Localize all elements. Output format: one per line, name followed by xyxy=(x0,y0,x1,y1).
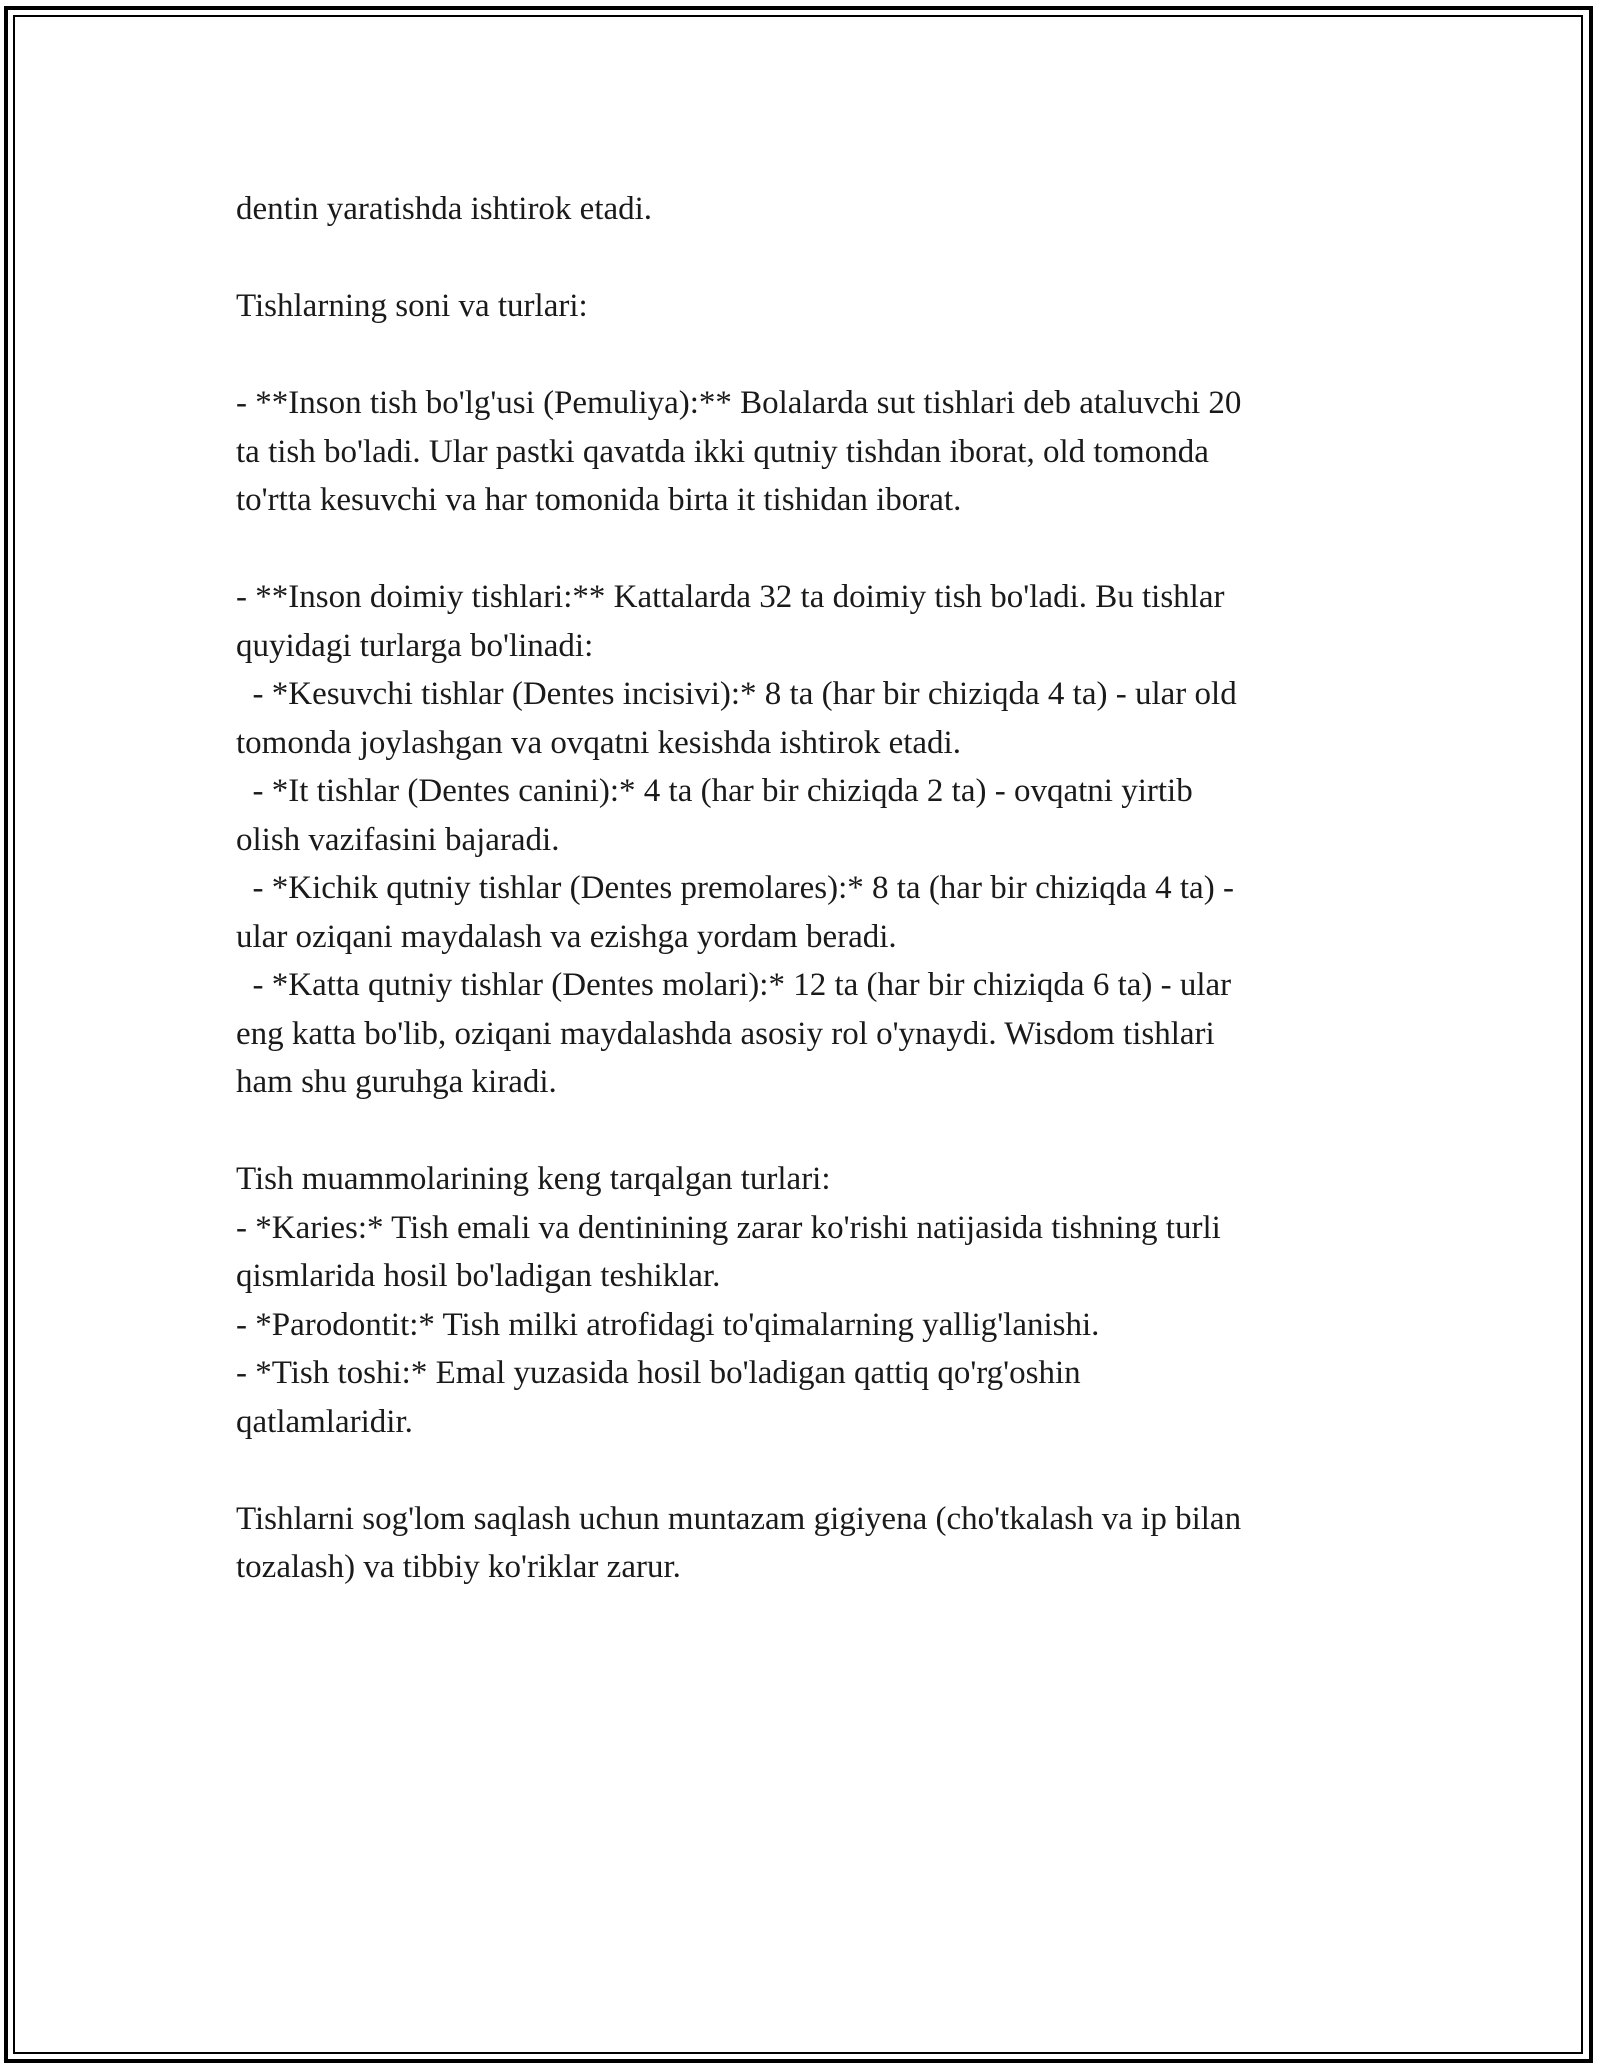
text-line: qatlamlaridir. xyxy=(236,1403,413,1440)
text-line: tomonda joylashgan va ovqatni kesishda ishtirok etadi. xyxy=(236,724,961,761)
text-line: - *Kesuvchi tishlar (Dentes incisivi):* 8 ta (har bir chiziqda 4 ta) - ular old xyxy=(236,676,1237,712)
blank-line xyxy=(236,1107,1396,1156)
text-line: eng katta bo'lib, oziqani maydalashda asosiy rol o'ynaydi. Wisdom tishlari xyxy=(236,1015,1215,1052)
text-line: - **Inson tish bo'lg'usi (Pemuliya):** Bolalarda sut tishlari deb ataluvchi 20 xyxy=(236,385,1242,421)
document-body xyxy=(236,185,1396,1592)
blank-line xyxy=(236,234,1396,283)
text-line: tozalash) va tibbiy ko'riklar zarur. xyxy=(236,1549,681,1585)
text-line: - *Katta qutniy tishlar (Dentes molari):* 12 ta (har bir chiziqda 6 ta) - ular xyxy=(236,967,1232,1003)
text-line: to'rtta kesuvchi va har tomonida birta it tishidan iborat. xyxy=(236,482,962,518)
text-line: qismlarida hosil bo'ladigan teshiklar. xyxy=(236,1258,721,1294)
text-line: - *Kichik qutniy tishlar (Dentes premolares):* 8 ta (har bir chiziqda 4 ta) - xyxy=(236,870,1234,906)
text-line: Tishlarni sog'lom saqlash uchun muntazam gigiyena (cho'tkalash va ip bilan xyxy=(236,1500,1242,1537)
text-line: dentin yaratishda ishtirok etadi. xyxy=(236,191,653,227)
text-line: - *Karies:* Tish emali va dentinining zarar ko'rishi natijasida tishning turli xyxy=(236,1209,1221,1246)
text-line: ta tish bo'ladi. Ular pastki qavatda ikki qutniy tishdan iborat, old tomonda xyxy=(236,433,1209,470)
blank-line xyxy=(236,331,1396,380)
text-line: ular oziqani maydalash va ezishga yordam beradi. xyxy=(236,918,897,955)
section-heading: Tishlarning soni va turlari: xyxy=(236,288,588,324)
text-line: ham shu guruhga kiradi. xyxy=(236,1064,557,1100)
text-line: - *It tishlar (Dentes canini):* 4 ta (har bir chiziqda 2 ta) - ovqatni yirtib xyxy=(236,773,1193,809)
text-line: quyidagi turlarga bo'linadi: xyxy=(236,627,594,664)
blank-line xyxy=(236,525,1396,574)
blank-line xyxy=(236,1446,1396,1495)
text-line: - *Parodontit:* Tish milki atrofidagi to'qimalarning yallig'lanishi. xyxy=(236,1306,1100,1343)
section-heading: Tish muammolarining keng tarqalgan turlari: xyxy=(236,1161,831,1197)
text-line: - *Tish toshi:* Emal yuzasida hosil bo'ladigan qattiq qo'rg'oshin xyxy=(236,1355,1081,1391)
text-line: - **Inson doimiy tishlari:** Kattalarda 32 ta doimiy tish bo'ladi. Bu tishlar xyxy=(236,579,1225,615)
text-line: olish vazifasini bajaradi. xyxy=(236,821,560,858)
